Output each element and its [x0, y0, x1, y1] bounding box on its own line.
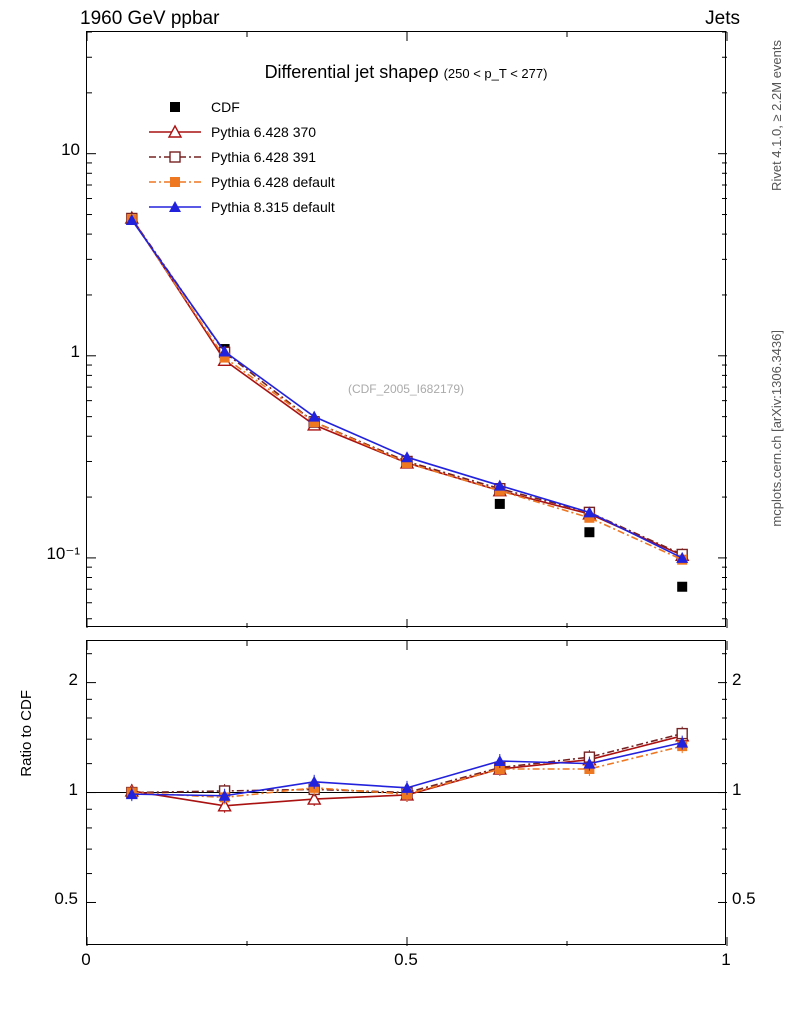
plot-title-sub: (250 < p_T < 277)	[443, 66, 548, 81]
main-y-tick-label: 1	[70, 341, 80, 361]
main-y-tick-label: 10	[61, 139, 80, 159]
legend-label: Pythia 6.428 391	[211, 148, 317, 165]
ratio-y-tick-label-right: 1	[732, 779, 742, 799]
ratio-y-tick-label: 1	[68, 779, 78, 799]
ratio-y-tick-label: 2	[68, 669, 78, 689]
ratio-y-tick-label: 0.5	[54, 889, 78, 909]
header-right: Jets	[705, 8, 740, 29]
ratio-axis-label: Ratio to CDF	[18, 690, 35, 777]
x-tick-label: 0	[81, 950, 91, 969]
ratio-plot-svg	[87, 641, 727, 946]
mcplots-arxiv-label: mcplots.cern.ch [arXiv:1306.3436]	[769, 330, 784, 527]
legend-label: CDF	[211, 98, 240, 115]
ratio-y-tick-label-right: 0.5	[732, 889, 756, 909]
plot-title-main: Differential jet shapeρ	[264, 62, 439, 82]
main-plot-svg	[87, 32, 727, 628]
rivet-version-label: Rivet 4.1.0, ≥ 2.2M events	[769, 40, 784, 191]
main-y-tick-label: 10⁻¹	[46, 543, 80, 563]
x-tick-label: 0.5	[394, 950, 418, 969]
main-plot-panel	[86, 31, 726, 627]
legend-label: Pythia 6.428 370	[211, 123, 317, 140]
x-tick-label: 1	[721, 950, 731, 969]
legend-label: Pythia 8.315 default	[211, 198, 335, 215]
header-left: 1960 GeV ppbar	[80, 8, 220, 29]
legend-label: Pythia 6.428 default	[211, 173, 335, 190]
ratio-y-tick-label-right: 2	[732, 669, 742, 689]
ratio-plot-panel	[86, 640, 726, 945]
analysis-watermark: (CDF_2005_I682179)	[347, 382, 465, 396]
